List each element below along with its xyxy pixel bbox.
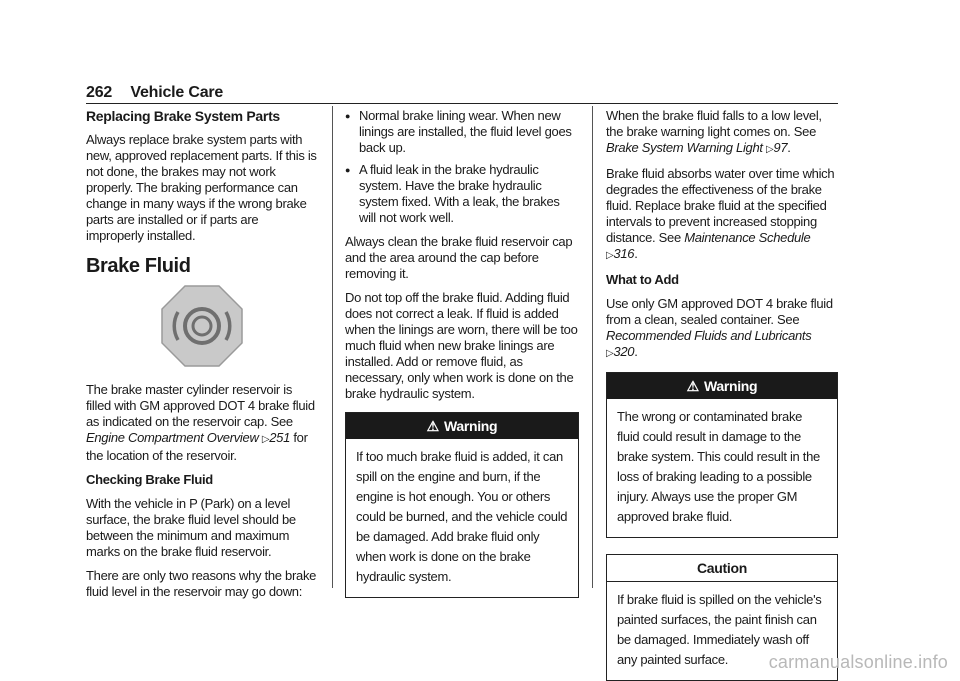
heading-what-to-add: What to Add xyxy=(606,272,679,287)
page-arrow-icon: ▷ xyxy=(766,144,774,155)
warning-box xyxy=(606,372,838,538)
link-recommended-fluids[interactable]: Recommended Fluids and Lubricants xyxy=(606,328,812,343)
link-maintenance-schedule[interactable]: Maintenance Schedule xyxy=(684,230,811,245)
paragraph-absorbs: Brake fluid absorbs water over time which degrades the effectiveness of the brake fluid. Replace brake fluid at the specified intervals to prevent increased stopping distance. See Maintenance Schedule ▷316. xyxy=(606,166,835,261)
column-divider xyxy=(592,106,593,588)
page-ref[interactable]: 320 xyxy=(613,344,635,359)
caution-header: Caution xyxy=(607,555,837,582)
page-number: 262 xyxy=(86,84,113,101)
warning-header: ⚠ Warning xyxy=(607,373,837,399)
paragraph-checking: With the vehicle in P (Park) on a level surface, the brake fluid level should be between the minimum and maximum marks on the brake fluid reservoir. xyxy=(86,496,296,559)
warning-icon: ⚠ xyxy=(426,418,439,434)
paragraph-low-level: When the brake fluid falls to a low level, the brake warning light comes on. See Brake System Warning Light ▷97. xyxy=(606,108,822,155)
page-ref[interactable]: 316 xyxy=(613,246,635,261)
column-divider xyxy=(332,106,333,588)
caution-text: If brake fluid is spilled on the vehicle's painted surfaces, the paint finish can be damaged. Immediately wash off any painted surface. xyxy=(617,592,822,667)
page-header xyxy=(86,84,223,102)
header-rule xyxy=(86,103,838,104)
brake-fluid-icon xyxy=(160,284,244,368)
warning-header: ⚠ Warning xyxy=(346,413,578,439)
paragraph-clean: Always clean the brake fluid reservoir cap and the area around the cap before removing it. xyxy=(345,234,573,281)
column-right xyxy=(606,108,838,681)
warning-text: If too much brake fluid is added, it can spill on the engine and burn, if the engine is hot enough. You or others could be burned, and the vehicle could be damaged. Add brake fluid only when work is done on the brake hydraulic system. xyxy=(356,449,568,584)
heading-replacing-parts: Replacing Brake System Parts xyxy=(86,108,280,124)
link-brake-warning-light[interactable]: Brake System Warning Light xyxy=(606,140,763,155)
column-middle xyxy=(345,108,579,598)
section-title: Vehicle Care xyxy=(130,84,224,101)
paragraph-reservoir: The brake master cylinder reservoir is filled with GM approved DOT 4 brake fluid as indicated on the reservoir cap. See Engine Compartment Overview ▷251 for the location of the reservoir. xyxy=(86,382,315,463)
warning-text: The wrong or contaminated brake fluid could result in damage to the brake system. This could result in the loss of braking leading to a possible injury. Always use the proper GM approved brake fluid. xyxy=(617,409,820,524)
warning-box xyxy=(345,412,579,598)
page-ref[interactable]: 251 xyxy=(269,430,291,445)
list-item: ● A fluid leak in the brake hydraulic system. Have the brake hydraulic system fixed. With a leak, the brakes will not work well. xyxy=(345,162,579,226)
column-left xyxy=(86,108,318,608)
paragraph-replacing: Always replace brake system parts with new, approved replacement parts. If this is not done, the brakes may not work properly. The braking performance can change in many ways if the wrong brake parts are installed or if parts are improperly installed. xyxy=(86,132,317,243)
page-arrow-icon: ▷ xyxy=(606,348,614,359)
page-arrow-icon: ▷ xyxy=(606,250,614,261)
page-arrow-icon: ▷ xyxy=(261,434,270,445)
paragraph-use: Use only GM approved DOT 4 brake fluid from a clean, sealed container. See Recommended Fluids and Lubricants ▷320. xyxy=(606,296,833,359)
page-ref[interactable]: 97 xyxy=(773,140,788,155)
watermark: carmanualsonline.info xyxy=(768,652,948,672)
heading-checking: Checking Brake Fluid xyxy=(86,472,213,487)
warning-icon: ⚠ xyxy=(686,378,699,394)
heading-brake-fluid: Brake Fluid xyxy=(86,255,191,277)
paragraph-reasons: There are only two reasons why the brake fluid level in the reservoir may go down: xyxy=(86,568,317,599)
paragraph-topoff: Do not top off the brake fluid. Adding fluid does not correct a leak. If fluid is added when the linings are worn, there will be too much fluid when new brake linings are installed. Add or remove fluid, as necessary, only when work is done on the brake hydraulic system. xyxy=(345,290,578,401)
link-engine-compartment[interactable]: Engine Compartment Overview xyxy=(86,430,259,445)
reasons-list xyxy=(345,108,579,226)
list-item: ● Normal brake lining wear. When new linings are installed, the fluid level goes back up. xyxy=(345,108,579,156)
